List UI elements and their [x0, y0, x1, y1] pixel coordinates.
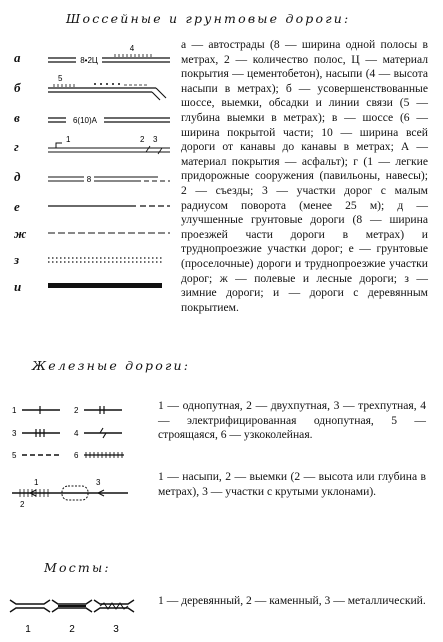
railway-symbol-narrow-gauge: [74, 451, 124, 460]
road-letter-v: в: [14, 110, 20, 125]
road-symbol-b: [48, 74, 166, 100]
railway-label-6: 6: [74, 451, 79, 460]
road-a-width-label: 8•2Ц: [80, 56, 98, 65]
railway-embankment-label-3: 3: [96, 478, 101, 487]
railway-label-4: 4: [74, 429, 79, 438]
bridge-symbol-wooden: [10, 600, 50, 635]
road-g-num2-label: 2: [140, 135, 145, 144]
bridge-symbol-stone: [52, 600, 92, 635]
railway-symbol-double-track: [74, 406, 122, 415]
bridges-description: 1 — деревянный, 2 — каменный, 3 — металлический.: [158, 594, 426, 607]
railway-symbol-single-track: [12, 406, 60, 415]
road-d-width-label: 8: [86, 175, 92, 184]
road-g-num3-label: 3: [153, 135, 158, 144]
road-letter-i: и: [14, 279, 22, 294]
bridge-label-3: 3: [113, 624, 119, 635]
railway-label-3: 3: [12, 429, 17, 438]
railway-label-5: 5: [12, 451, 17, 460]
railway-symbol-embankment-cut-slope: [12, 478, 128, 509]
railway-label-2: 2: [74, 406, 79, 415]
bridge-label-2: 2: [69, 624, 75, 635]
railway-embankment-label-1: 1: [34, 478, 39, 487]
road-symbol-g: [48, 135, 170, 154]
road-symbols: [40, 40, 175, 300]
road-letter-a: а: [14, 50, 21, 65]
road-letter-e: е: [14, 199, 20, 214]
bridge-label-1: 1: [25, 624, 31, 635]
road-b-num5-label: 5: [58, 74, 63, 83]
railways-heading: Железные дороги:: [32, 358, 191, 373]
road-g-num1-label: 1: [66, 135, 71, 144]
road-symbol-v: [48, 113, 170, 126]
road-a-num4-label: 4: [129, 44, 135, 53]
road-v-code-label: 6(10)А: [72, 116, 98, 125]
railway-symbol-electrified: [74, 428, 122, 438]
road-letter-z: з: [14, 252, 20, 267]
railways-description-2: 1 — насыпи, 2 — выемки (2 — высота или глубина в метрах), 3 — участки с крутыми уклонами).: [158, 470, 426, 498]
road-letter-d: д: [14, 169, 21, 184]
road-letter-b: б: [14, 80, 21, 95]
railway-symbol-under-construction: [12, 451, 60, 460]
railway-symbol-triple-track: [12, 429, 60, 438]
roads-heading: Шоссейные и грунтовые дороги:: [66, 11, 351, 26]
road-letter-zh: ж: [14, 226, 27, 241]
railways-description-1: 1 — однопутная, 2 — двухпутная, 3 — трехпутная, 4 — электрифицированная однопутная, 5 — строящаяся, 6 — узкоколейная.: [158, 399, 426, 442]
bridges-heading: Мосты:: [44, 560, 111, 575]
bridge-symbol-metal: [94, 600, 134, 635]
railway-symbols: [10, 395, 145, 510]
road-symbol-i: [48, 283, 162, 288]
road-symbol-z: [48, 258, 162, 262]
bridge-symbols: [8, 592, 143, 637]
roads-description: а — автострады (8 — ширина одной полосы в метрах, 2 — количество полос, Ц — материал покрытия — цементобетон), насыпи (4 — высота насыпи в метрах); б — усовершенствованные шоссе, выемки, обсадки и линии связи (5 — глубина выемки в метрах); в — шоссе (6 — ширина покрытой части; 10 — ширина всей дороги от канавы до канавы в метрах; А — материал покрытия — асфальт); г (1 — легкие придорожные сооружения (павильоны, навесы); 2 — съезды; 3 — участки дорог с малым радиусом поворота (менее 25 м); д — улучшенные грунтовые дороги (8 — ширина проезжей части дороги в метрах) и труднопроезжие участки дорог; е — грунтовые (проселочные) дороги и труднопроезжие участки дорог; ж — полевые и лесные дороги; з — зимние дороги; и — дороги с деревянным покрытием.: [181, 38, 428, 314]
railway-label-1: 1: [12, 406, 17, 415]
railway-embankment-label-2: 2: [20, 500, 25, 509]
road-symbol-a: [48, 44, 170, 66]
road-symbol-d: [48, 173, 170, 185]
road-letter-g: г: [14, 139, 19, 154]
